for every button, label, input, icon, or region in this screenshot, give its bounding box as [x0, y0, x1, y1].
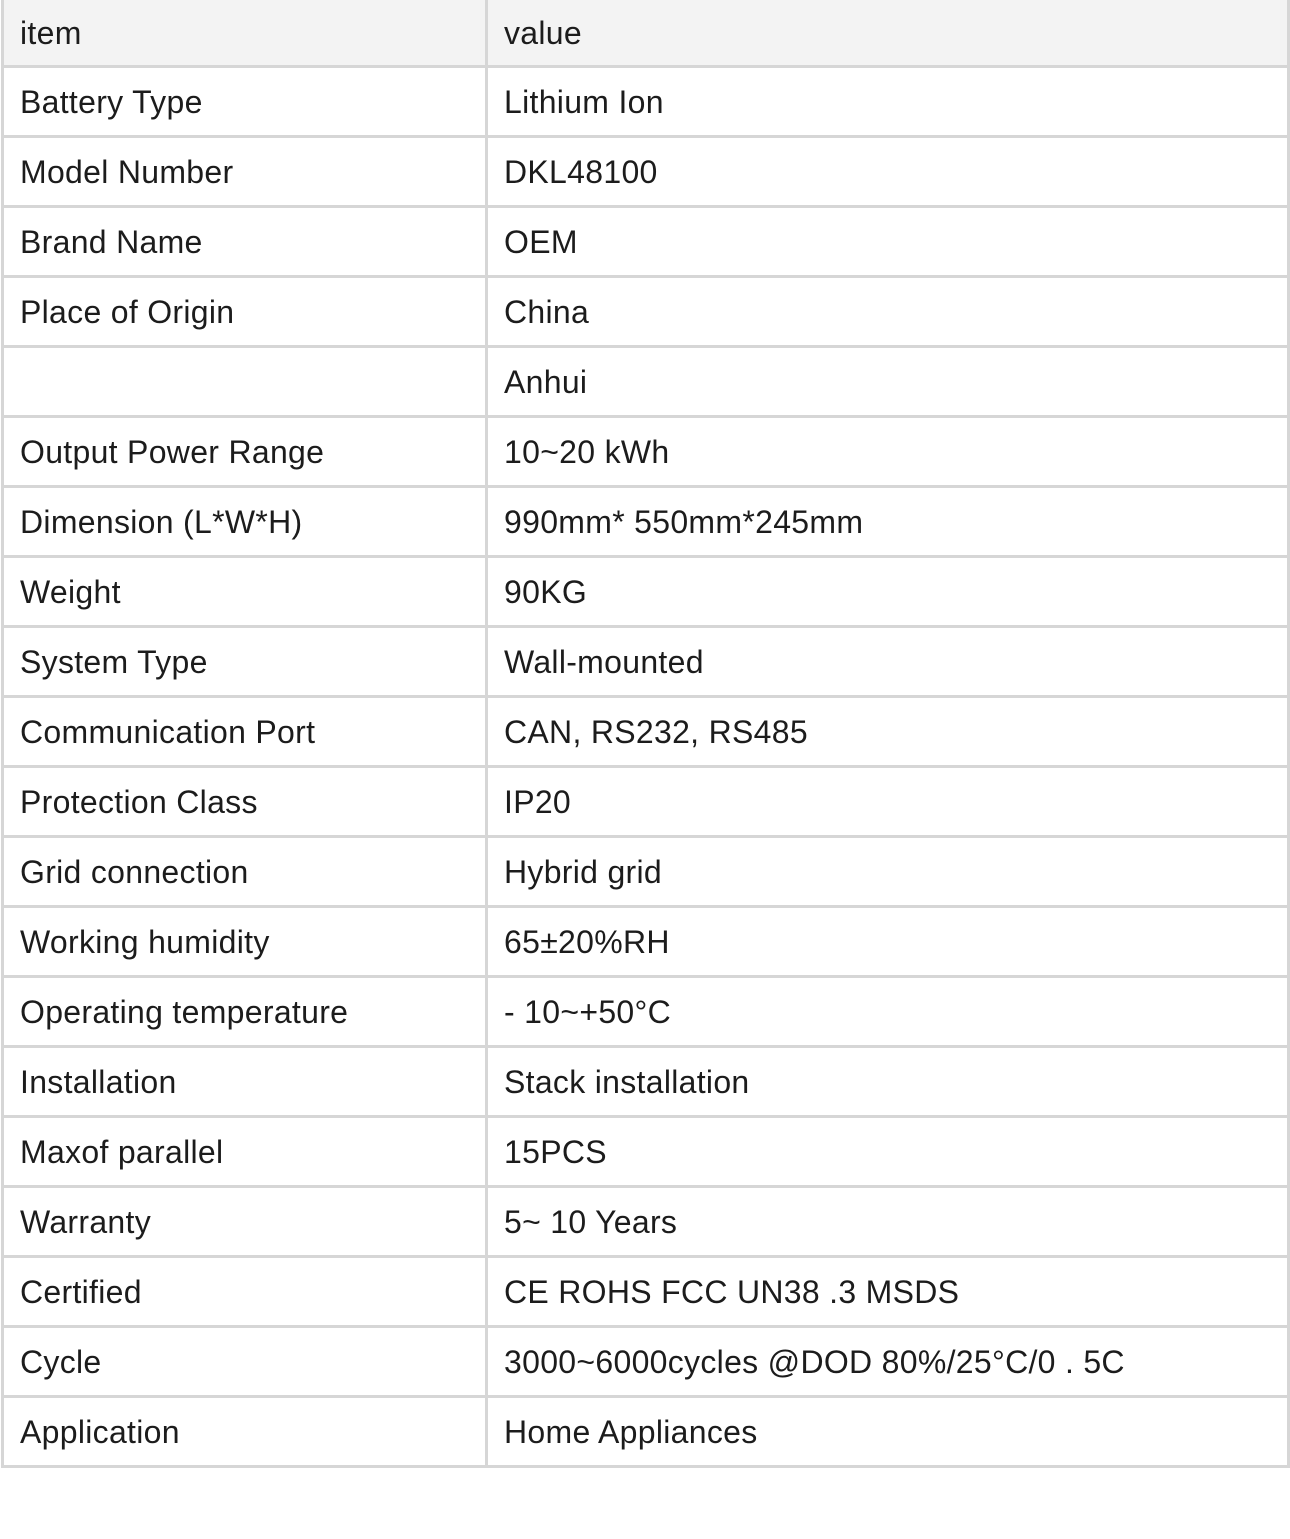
table-row	[3, 697, 1289, 767]
row-item-cell: Output Power Range	[3, 417, 487, 487]
row-item-cell: Certified	[3, 1257, 487, 1327]
table-row	[3, 977, 1289, 1047]
row-value-cell: Stack installation	[487, 1047, 1289, 1117]
row-item-cell: Operating temperature	[3, 977, 487, 1047]
row-value-cell: 990mm* 550mm*245mm	[487, 487, 1289, 557]
table-row	[3, 1327, 1289, 1397]
table-row	[3, 67, 1289, 137]
row-value-cell: CAN, RS232, RS485	[487, 697, 1289, 767]
row-item-cell: Place of Origin	[3, 277, 487, 347]
row-item-cell: Weight	[3, 557, 487, 627]
row-item-cell: Grid connection	[3, 837, 487, 907]
row-item-cell: System Type	[3, 627, 487, 697]
row-item-cell: Installation	[3, 1047, 487, 1117]
row-item-cell: Dimension (L*W*H)	[3, 487, 487, 557]
table-row	[3, 417, 1289, 487]
row-item-cell: Brand Name	[3, 207, 487, 277]
table-row	[3, 1047, 1289, 1117]
row-value-cell: 10~20 kWh	[487, 417, 1289, 487]
table-row	[3, 137, 1289, 207]
row-value-cell: OEM	[487, 207, 1289, 277]
row-item-cell: Protection Class	[3, 767, 487, 837]
table-row	[3, 837, 1289, 907]
table-row	[3, 1257, 1289, 1327]
row-value-cell: Lithium Ion	[487, 67, 1289, 137]
row-value-cell: IP20	[487, 767, 1289, 837]
row-item-cell: Communication Port	[3, 697, 487, 767]
spec-table	[1, 0, 1290, 1468]
table-row	[3, 347, 1289, 417]
table-row	[3, 1187, 1289, 1257]
row-item-cell: Application	[3, 1397, 487, 1467]
row-item-cell	[3, 347, 487, 417]
row-item-cell: Cycle	[3, 1327, 487, 1397]
row-item-cell: Working humidity	[3, 907, 487, 977]
row-value-cell: CE ROHS FCC UN38 .3 MSDS	[487, 1257, 1289, 1327]
row-item-cell: Model Number	[3, 137, 487, 207]
row-value-cell: 15PCS	[487, 1117, 1289, 1187]
row-value-cell: 65±20%RH	[487, 907, 1289, 977]
table-row	[3, 1117, 1289, 1187]
row-value-cell: - 10~+50°C	[487, 977, 1289, 1047]
row-value-cell: Wall-mounted	[487, 627, 1289, 697]
row-value-cell: DKL48100	[487, 137, 1289, 207]
table-row	[3, 207, 1289, 277]
header-value: value	[487, 0, 1289, 67]
row-item-cell: Warranty	[3, 1187, 487, 1257]
table-body	[3, 67, 1289, 1467]
table-row	[3, 907, 1289, 977]
row-value-cell: 5~ 10 Years	[487, 1187, 1289, 1257]
table-row	[3, 627, 1289, 697]
header-item: item	[3, 0, 487, 67]
table-row	[3, 557, 1289, 627]
row-item-cell: Maxof parallel	[3, 1117, 487, 1187]
table-header	[3, 0, 1289, 67]
header-row	[3, 0, 1289, 67]
row-value-cell: Home Appliances	[487, 1397, 1289, 1467]
row-value-cell: Hybrid grid	[487, 837, 1289, 907]
table-row	[3, 487, 1289, 557]
row-item-cell: Battery Type	[3, 67, 487, 137]
table-row	[3, 277, 1289, 347]
row-value-cell: 90KG	[487, 557, 1289, 627]
table-row	[3, 1397, 1289, 1467]
row-value-cell: Anhui	[487, 347, 1289, 417]
table-row	[3, 767, 1289, 837]
row-value-cell: China	[487, 277, 1289, 347]
row-value-cell: 3000~6000cycles @DOD 80%/25°C/0 . 5C	[487, 1327, 1289, 1397]
